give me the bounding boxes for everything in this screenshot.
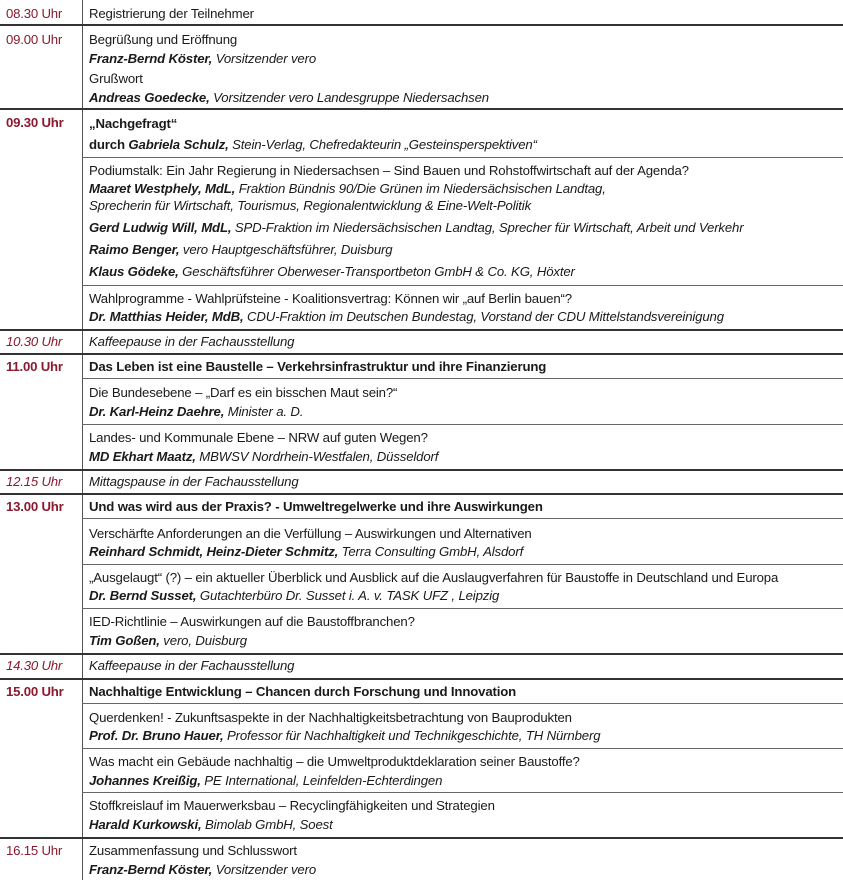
agenda-item: Begrüßung und Eröffnung	[89, 32, 238, 47]
row-divider	[0, 837, 843, 839]
time-0830: 08.30 Uhr	[6, 6, 63, 21]
row-divider	[82, 518, 843, 519]
session-title: Das Leben ist eine Baustelle – Verkehrsinfrastruktur und ihre Finanzierung	[89, 359, 547, 374]
speaker-line: MD Ekhart Maatz, MBWSV Nordrhein-Westfalen, Düsseldorf	[89, 449, 439, 464]
speaker-line: Sprecherin für Wirtschaft, Tourismus, Regionalentwicklung & Eine-Welt-Politik	[89, 198, 532, 213]
row-divider	[0, 108, 843, 110]
moderator-line: durch Gabriela Schulz, Stein-Verlag, Chefredakteurin „Gesteinsperspektiven“	[89, 137, 537, 152]
agenda-topic: Verschärfte Anforderungen an die Verfüllung – Auswirkungen und Alternativen	[89, 526, 532, 541]
row-divider	[82, 608, 843, 609]
agenda-item: Grußwort	[89, 71, 143, 86]
row-divider	[82, 748, 843, 749]
agenda-topic: Wahlprogramme - Wahlprüfsteine - Koalitionsvertrag: Können wir „auf Berlin bauen“?	[89, 291, 572, 306]
speaker-line: Prof. Dr. Bruno Hauer, Professor für Nachhaltigkeit und Technikgeschichte, TH Nürnberg	[89, 728, 601, 743]
session-title: Und was wird aus der Praxis? - Umweltregelwerke und ihre Auswirkungen	[89, 499, 543, 514]
time-1100: 11.00 Uhr	[6, 359, 63, 374]
row-divider	[0, 329, 843, 331]
row-divider	[0, 469, 843, 471]
agenda-topic: „Ausgelaugt“ (?) – ein aktueller Überblick und Ausblick auf die Auslaugverfahren für Baustoffe in Deutschland und Europa	[89, 570, 779, 585]
speaker-line: Andreas Goedecke, Vorsitzender vero Landesgruppe Niedersachsen	[89, 90, 489, 105]
break-label: Mittagspause in der Fachausstellung	[89, 474, 299, 489]
row-divider	[0, 653, 843, 655]
time-1300: 13.00 Uhr	[6, 499, 64, 514]
agenda-topic: Die Bundesebene – „Darf es ein bisschen Maut sein?“	[89, 385, 398, 400]
time-0900: 09.00 Uhr	[6, 32, 63, 47]
speaker-line: Harald Kurkowski, Bimolab GmbH, Soest	[89, 817, 333, 832]
speaker-line: Dr. Bernd Susset, Gutachterbüro Dr. Susset i. A. v. TASK UFZ , Leipzig	[89, 588, 500, 603]
session-title: Nachhaltige Entwicklung – Chancen durch Forschung und Innovation	[89, 684, 517, 699]
row-divider	[0, 24, 843, 26]
speaker-line: Dr. Matthias Heider, MdB, CDU-Fraktion im Deutschen Bundestag, Vorstand der CDU Mittelstandsvereinigung	[89, 309, 724, 324]
row-divider	[82, 378, 843, 379]
session-title: „Nachgefragt“	[89, 116, 178, 131]
speaker-line: Raimo Benger, vero Hauptgeschäftsführer, Duisburg	[89, 242, 393, 257]
agenda-topic: Was macht ein Gebäude nachhaltig – die Umweltproduktdeklaration seiner Baustoffe?	[89, 754, 580, 769]
speaker-line: Franz-Bernd Köster, Vorsitzender vero	[89, 51, 317, 66]
speaker-line: Reinhard Schmidt, Heinz-Dieter Schmitz, Terra Consulting GmbH, Alsdorf	[89, 544, 524, 559]
agenda-topic: IED-Richtlinie – Auswirkungen auf die Baustoffbranchen?	[89, 614, 415, 629]
row-divider	[0, 353, 843, 355]
time-1615: 16.15 Uhr	[6, 843, 63, 858]
agenda-topic: Stoffkreislauf im Mauerwerksbau – Recyclingfähigkeiten und Strategien	[89, 798, 495, 813]
agenda-topic: Podiumstalk: Ein Jahr Regierung in Niedersachsen – Sind Bauen und Rohstoffwirtschaft auf der Agenda?	[89, 163, 689, 178]
agenda-item: Zusammenfassung und Schlusswort	[89, 843, 297, 858]
agenda-topic: Landes- und Kommunale Ebene – NRW auf guten Wegen?	[89, 430, 428, 445]
time-1500: 15.00 Uhr	[6, 684, 64, 699]
speaker-line: Johannes Kreißig, PE International, Leinfelden-Echterdingen	[89, 773, 443, 788]
row-divider	[82, 424, 843, 425]
speaker-line: Franz-Bernd Köster, Vorsitzender vero	[89, 862, 317, 877]
speaker-line: Gerd Ludwig Will, MdL, SPD-Fraktion im Niedersächsischen Landtag, Sprecher für Wirtschaft, Arbeit und Verkehr	[89, 220, 744, 235]
row-divider	[0, 493, 843, 495]
break-label: Kaffeepause in der Fachausstellung	[89, 334, 295, 349]
speaker-line: Dr. Karl-Heinz Daehre, Minister a. D.	[89, 404, 304, 419]
row-divider	[82, 703, 843, 704]
time-1215: 12.15 Uhr	[6, 474, 63, 489]
agenda-item: Registrierung der Teilnehmer	[89, 6, 254, 21]
time-0930: 09.30 Uhr	[6, 115, 64, 130]
row-divider	[82, 157, 843, 158]
time-1430: 14.30 Uhr	[6, 658, 63, 673]
speaker-line: Klaus Gödeke, Geschäftsführer Oberweser-Transportbeton GmbH & Co. KG, Höxter	[89, 264, 575, 279]
speaker-line: Maaret Westphely, MdL, Fraktion Bündnis 90/Die Grünen im Niedersächsischen Landtag,	[89, 181, 606, 196]
speaker-line: Tim Goßen, vero, Duisburg	[89, 633, 247, 648]
agenda-topic: Querdenken! - Zukunftsaspekte in der Nachhaltigkeitsbetrachtung von Bauprodukten	[89, 710, 572, 725]
time-1030: 10.30 Uhr	[6, 334, 63, 349]
row-divider	[82, 564, 843, 565]
break-label: Kaffeepause in der Fachausstellung	[89, 658, 295, 673]
row-divider	[82, 285, 843, 286]
row-divider	[82, 792, 843, 793]
row-divider	[0, 678, 843, 680]
